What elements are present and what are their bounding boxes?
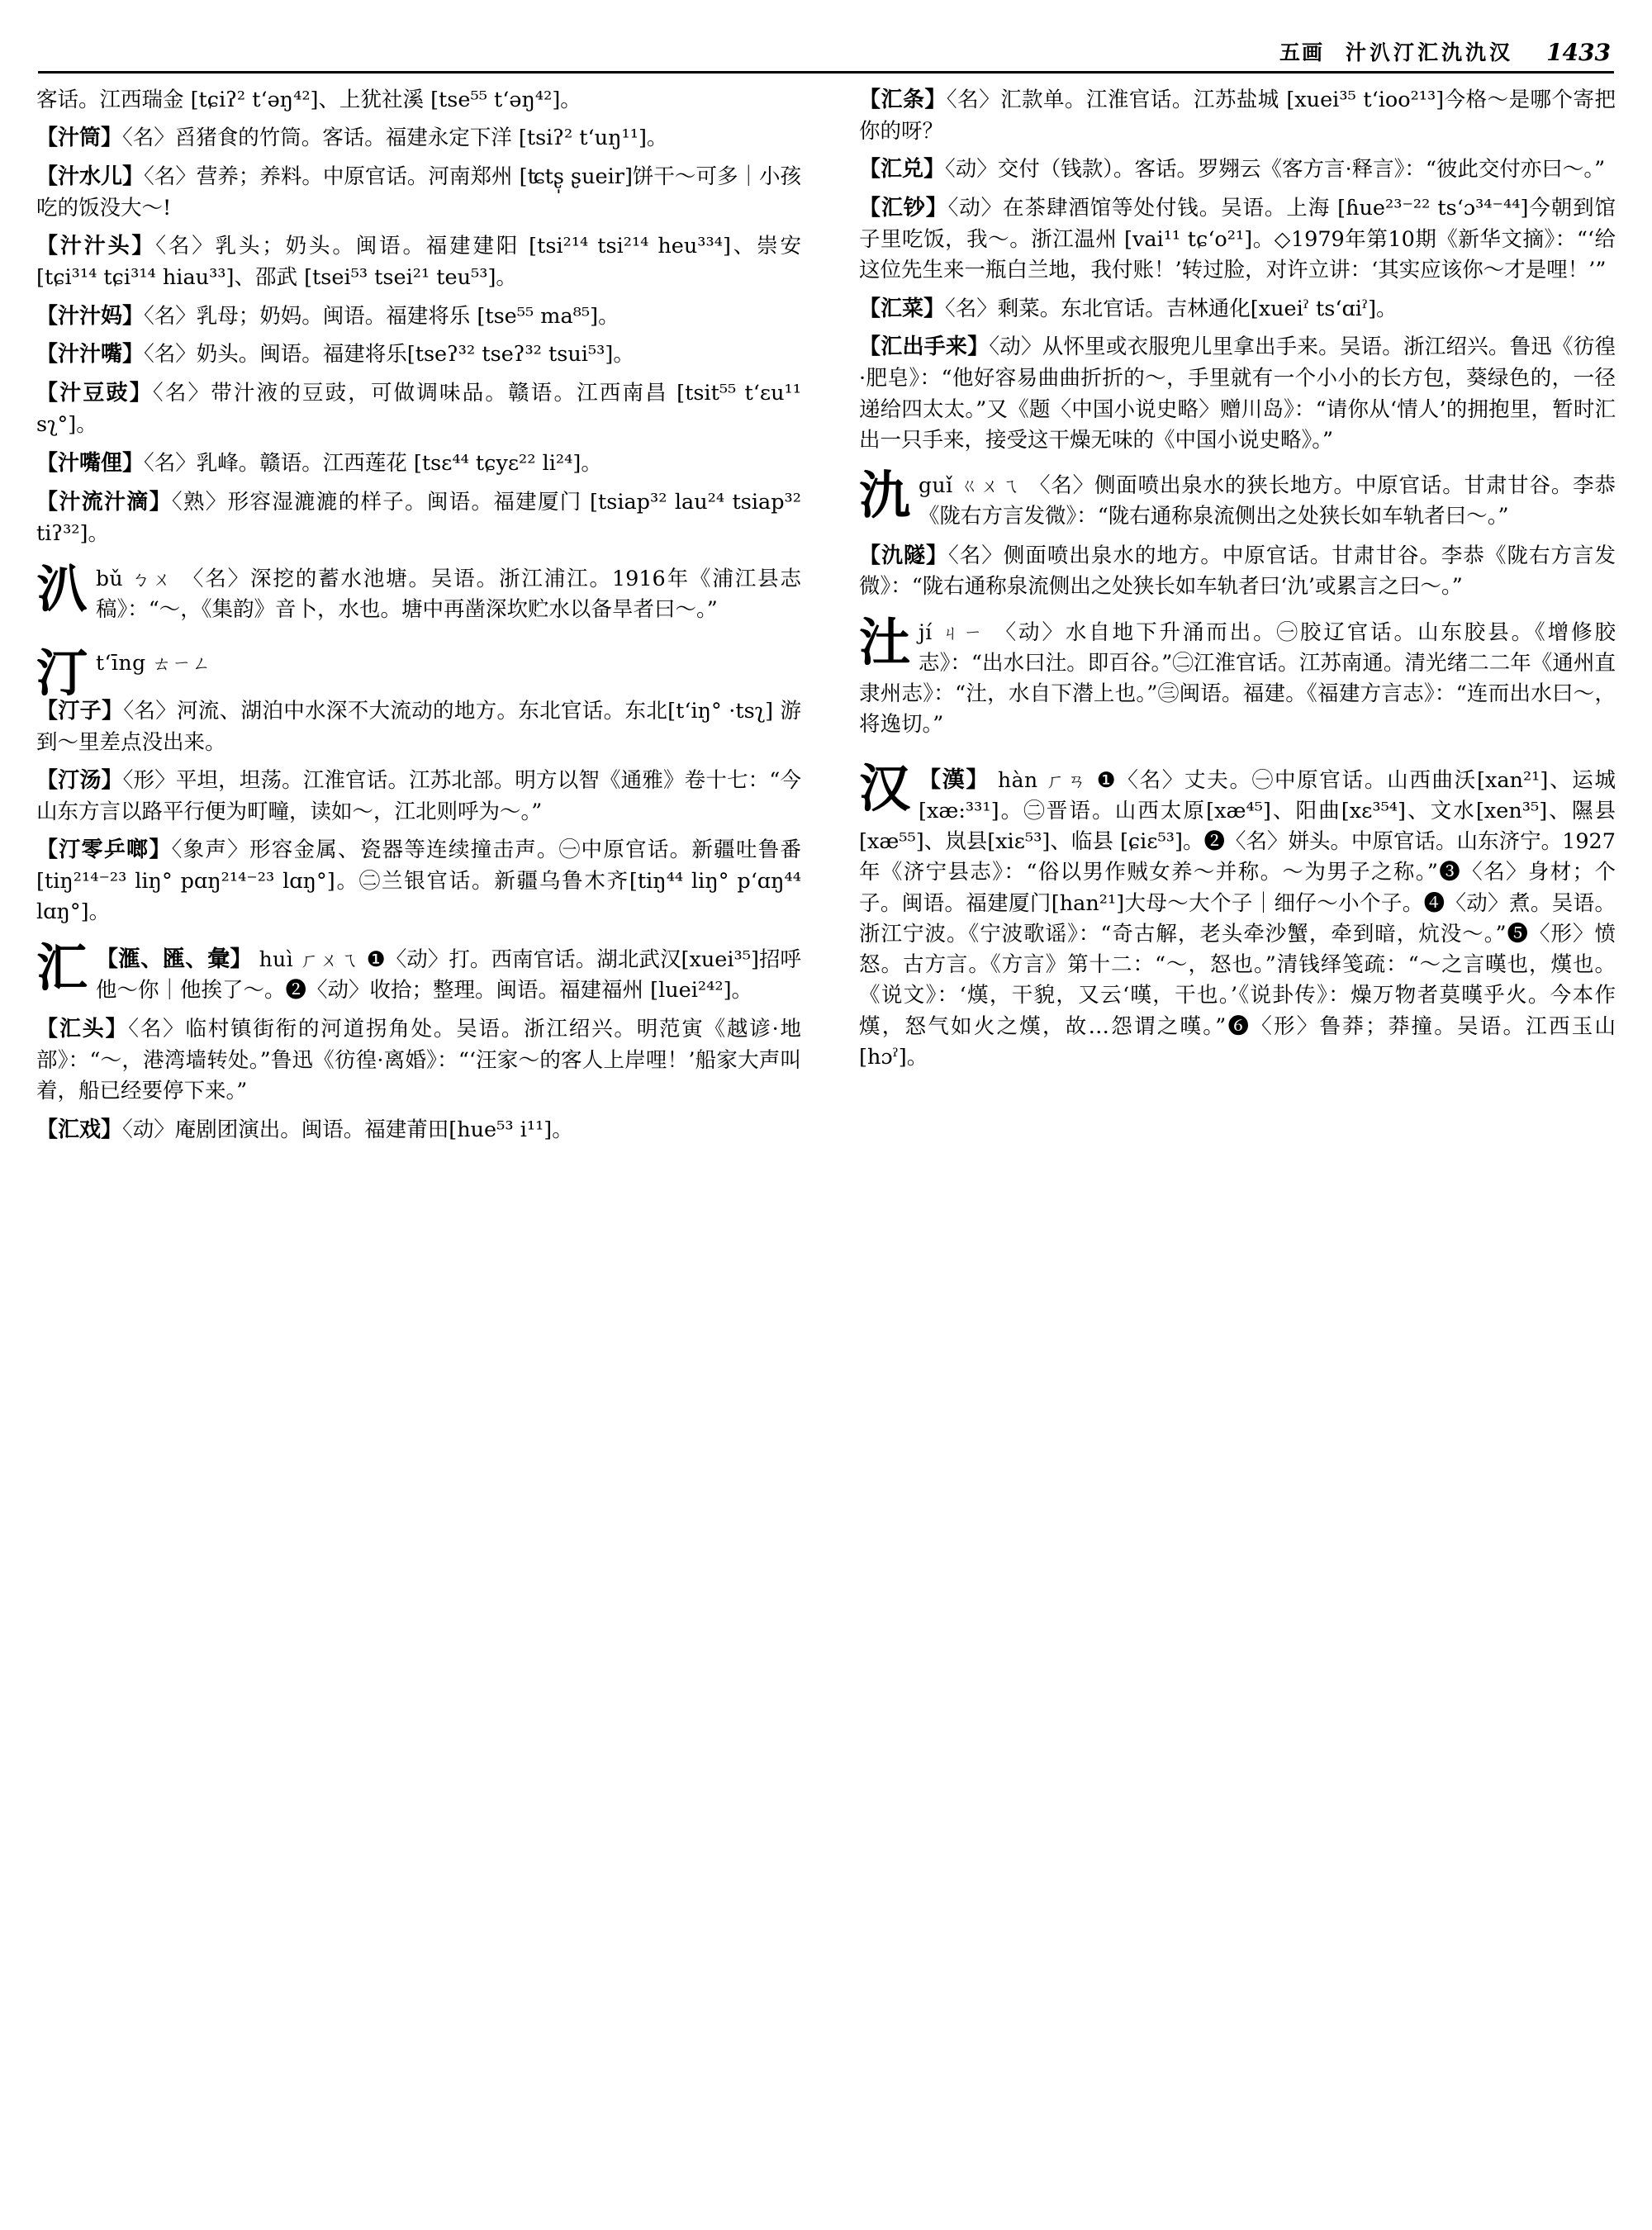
headword: 【汁筒】 bbox=[36, 126, 123, 151]
pinyin: tʻīng bbox=[96, 651, 146, 676]
headword: 【氿隧】 bbox=[859, 543, 949, 568]
entry-zhiliuzhidi bbox=[36, 487, 801, 549]
pinyin: jí bbox=[919, 619, 933, 644]
head-entry-ji bbox=[859, 611, 1616, 741]
pinyin: huì bbox=[259, 947, 294, 971]
entry-guisui bbox=[859, 541, 1616, 603]
headword: 【汀零乒啷】 bbox=[36, 837, 172, 863]
entry-zhitong bbox=[36, 123, 801, 154]
entry-text: 〈名〉河流、湖泊中水深不大流动的地方。东北官话。东北[tʻiŋ° ·tsʅ] 游到～里差点没出来。 bbox=[36, 698, 801, 755]
zhuyin: ㄏㄨㄟ bbox=[300, 950, 360, 971]
head-entry-hui bbox=[36, 937, 801, 1007]
entry-text: 〈名〉乳头；奶头。闽语。福建建阳 [tsi²¹⁴ tsi²¹⁴ heu³³⁴]、崇安 [tɕi³¹⁴ tɕi³¹⁴ hiau³³]、邵武 [tsei⁵³ tsei²¹ teu⁵³]。 bbox=[36, 234, 801, 291]
entry-text: 〈动〉庵剧团演出。闽语。福建莆田[hue⁵³ i¹¹]。 bbox=[122, 1117, 573, 1142]
entry-huicai bbox=[859, 294, 1616, 325]
right-column bbox=[826, 85, 1616, 2208]
entry-text: ❶〈动〉打。西南官话。湖北武汉[xuei³⁵]招呼他～你｜他挨了～。❷〈动〉收拾；整理。闽语。福建福州 [luei²⁴²]。 bbox=[96, 947, 801, 1004]
pinyin: guǐ bbox=[919, 473, 953, 498]
header-section: 五画 bbox=[1279, 40, 1325, 64]
head-character: 汇 bbox=[36, 937, 88, 998]
headword: 【汁流汁滴】 bbox=[36, 489, 172, 515]
entry-text: 〈名〉深挖的蓄水池塘。吴语。浙江浦江。1916年《浦江县志稿》：“～，《集韵》音卜，水也。塘中再凿深坎贮水以备旱者曰～。” bbox=[96, 566, 801, 622]
pinyin: hàn bbox=[998, 767, 1038, 792]
head-entry-han bbox=[859, 757, 1616, 1073]
left-column bbox=[36, 85, 826, 2208]
head-character: 汢 bbox=[859, 611, 911, 672]
headword: 【汁水儿】 bbox=[36, 164, 145, 190]
entry-zhidouchi bbox=[36, 378, 801, 440]
entry-text: 〈熟〉形容湿漉漉的样子。闽语。福建厦门 [tsiap³² lau²⁴ tsiap³² tiʔ³²]。 bbox=[36, 489, 801, 546]
head-entry-gui bbox=[859, 465, 1616, 532]
headword: 【汁汁妈】 bbox=[36, 303, 145, 329]
entry-text: 〈名〉汇款单。江淮官话。江苏盐城 [xuei³⁵ tʻioo²¹³]今格～是哪个寄把你的呀？ bbox=[859, 88, 1616, 144]
entry-zhizuili bbox=[36, 448, 801, 480]
headword: 【汀汤】 bbox=[36, 768, 123, 794]
entry-text: 〈名〉舀猪食的竹筒。客话。福建永定下洋 [tsiʔ² tʻuŋ¹¹]。 bbox=[122, 126, 668, 151]
headword: 【汁嘴俚】 bbox=[36, 450, 145, 476]
headword: 【汀子】 bbox=[36, 698, 124, 724]
headword: 【汇条】 bbox=[859, 88, 947, 112]
head-character: 汉 bbox=[859, 757, 911, 818]
entry-tingtang bbox=[36, 766, 801, 828]
entry-huixi bbox=[36, 1115, 801, 1146]
head-character: 氿 bbox=[859, 465, 911, 526]
entry-zhizhima bbox=[36, 301, 801, 333]
zhuyin: ㄊㄧㄥ bbox=[152, 654, 212, 676]
entry-huitou bbox=[36, 1014, 801, 1107]
entry-text: 〈名〉剩菜。东北官话。吉林通化[xueiˀ tsʻɑiˀ]。 bbox=[945, 296, 1398, 321]
entry-text: 〈形〉平坦，坦荡。江淮官话。江苏北部。明方以智《通雅》卷十七：“今山东方言以路平行便为町疃，读如～，江北则呼为～。” bbox=[36, 768, 801, 825]
headword: 【汇戏】 bbox=[36, 1117, 123, 1142]
entry-text: 〈动〉交付（钱款）。客话。罗翙云《客方言·释言》：“彼此交付亦曰～。” bbox=[945, 157, 1606, 183]
entry-text: 客话。江西瑞金 [tɕiʔ² tʻəŋ⁴²]、上犹社溪 [tse⁵⁵ tʻəŋ⁴²]。 bbox=[36, 88, 582, 112]
two-column-body bbox=[36, 85, 1616, 2208]
entry-text: 〈名〉奶头。闽语。福建将乐[tseʔ³² tseʔ³² tsui⁵³]。 bbox=[144, 342, 634, 368]
zhuyin: ㄅㄨ bbox=[131, 569, 174, 591]
entry-huichao bbox=[859, 193, 1616, 286]
pinyin: bǔ bbox=[96, 566, 124, 591]
headword: 【汇兑】 bbox=[859, 157, 946, 183]
headword: 【汇出手来】 bbox=[859, 334, 990, 360]
entry-text: 〈名〉临村镇街衔的河道拐角处。吴语。浙江绍兴。明范寅《越谚·地部》：“～，港湾墙转处。”鲁迅《彷徨·离婚》：“‘汪家～的客人上岸哩！’船家大声叫着，船已经要停下来。” bbox=[36, 1017, 801, 1104]
entry-text: ❶〈名〉丈夫。㊀中原官话。山西曲沃[xan²¹]、运城 [xæ:³³¹]。㊁晋语。山西太原[xæ⁴⁵]、阳曲[xɛ³⁵⁴]、文水[xen³⁵]、隰县 [xæ⁵⁵]、岚县[xiɛ⁵³]、临县 [ɕiɛ⁵³]。❷〈名〉姘头。中原官话。山东济宁。1927年《济宁县志》：“俗以男作贼女养～并称。～为男子之称。”❸〈名〉身材；个子。闽语。福建厦门[han²¹]大母～大个子｜细仔～小个子。❹〈动〉煮。吴语。浙江宁波。《宁波歌谣》：“奇古解，老头牵沙蟹，牵到暗，炕没～。”❺〈形〉愤怒。古方言。《方言》第十二：“～，怒也。”清钱绎笺疏：“～之言暵也，熯也。《说文》：‘熯，干貌，又云‘暵，干也。’《说卦传》：燥万物者莫暵乎火。今本作熯，怒气如火之熯，故…怨谓之暵。”❻〈形〉鲁莽；莽撞。吴语。江西玉山[hɔˀ]。 bbox=[859, 767, 1616, 1070]
entry-text: 〈名〉乳峰。赣语。江西莲花 [tsɛ⁴⁴ tɕyɛ²² li²⁴]。 bbox=[144, 450, 602, 476]
head-entry-ting bbox=[36, 643, 801, 704]
entry-text: 〈名〉营养；养料。中原官话。河南郑州 [ʨtʂ̩ ʂueir]饼干～可多｜小孩吃的饭没大～! bbox=[36, 164, 801, 221]
head-character: 汀 bbox=[36, 643, 88, 704]
entry-zhishuier bbox=[36, 162, 801, 224]
headword: 【汁豆豉】 bbox=[36, 381, 153, 406]
zhuyin: ㄏㄢ bbox=[1046, 771, 1089, 792]
headword: 【汁汁头】 bbox=[36, 234, 156, 259]
zhuyin: ㄍㄨㄟ bbox=[960, 477, 1023, 498]
entry-text: 〈动〉水自地下升涌而出。㊀胶辽官话。山东胶县。《增修胶志》：“出水曰汢。即百谷。”㊁江淮官话。江苏南通。清光绪二二年《通州直隶州志》：“汢，水自下潜上也。”㊂闽语。福建。《福建方言志》：“连而出水曰～，将逸切。” bbox=[859, 619, 1616, 738]
page-header bbox=[36, 28, 1616, 66]
entry-tingzi bbox=[36, 696, 801, 758]
entry-text: 〈象声〉形容金属、瓷器等连续撞击声。㊀中原官话。新疆吐鲁番 [tiŋ²¹⁴⁻²³ liŋ° pɑŋ²¹⁴⁻²³ lɑŋ°]。㊁兰银官话。新疆乌鲁木齐[tiŋ⁴⁴ liŋ° pʻɑŋ⁴⁴ lɑŋ°]。 bbox=[36, 837, 801, 925]
entry-text: 〈动〉从怀里或衣服兜儿里拿出手来。吴语。浙江绍兴。鲁迅《彷徨·肥皂》：“他好容易曲曲折折的～，手里就有一个小小的长方包，葵绿色的，一径递给四太太。”又《题〈中国小说史略〉赠川岛》：“请你从‘情人’的拥抱里，暂时汇出一只手来，接受这干燥无味的《中国小说史略》。” bbox=[859, 334, 1616, 453]
entry-text: 〈名〉带汁液的豆豉，可做调味品。赣语。江西南昌 [tsit⁵⁵ tʻɛu¹¹ sʅ°]。 bbox=[36, 381, 801, 438]
headword: 【汇钞】 bbox=[859, 196, 948, 221]
header-rule bbox=[38, 71, 1614, 74]
headword: 【汇头】 bbox=[36, 1017, 129, 1042]
entry-huidui bbox=[859, 154, 1616, 186]
header-characters: 汁汃汀汇氿氿汉 bbox=[1346, 40, 1514, 64]
zhuyin: ㄐㄧ bbox=[941, 623, 986, 644]
entry-text: 〈名〉侧面喷出泉水的狭长地方。中原官话。甘肃甘谷。李恭《陇右方言发微》：“陇右通称泉流侧出之处狭长如车轨者曰～。” bbox=[919, 473, 1616, 529]
entry-tinglingbinglang bbox=[36, 835, 801, 928]
headword: 【汁汁嘴】 bbox=[36, 342, 145, 368]
entry-huichushoulai bbox=[859, 332, 1616, 456]
entry-zhizhizui bbox=[36, 339, 801, 371]
page-number: 1433 bbox=[1546, 39, 1611, 66]
variant-forms: 【滙、匯、彙】 bbox=[96, 946, 253, 972]
entry-continuation bbox=[36, 85, 801, 116]
variant-forms: 【漢】 bbox=[919, 766, 990, 793]
headword: 【汇菜】 bbox=[859, 296, 946, 321]
head-entry-bu bbox=[36, 558, 801, 625]
head-character: 汃 bbox=[36, 558, 88, 619]
entry-huitiao bbox=[859, 85, 1616, 147]
entry-text: 〈动〉在茶肆酒馆等处付钱。吴语。上海 [ɦue²³⁻²² tsʻɔ³⁴⁻⁴⁴]今朝到馆子里吃饭，我～。浙江温州 [vai¹¹ tɕʻo²¹]。◇1979年第10期《新华文摘》：“‘给这位先生来一瓶白兰地，我付账！’转过脸，对许立讲：‘其实应该你～才是哩！’” bbox=[859, 196, 1616, 283]
entry-text: 〈名〉侧面喷出泉水的地方。中原官话。甘肃甘谷。李恭《陇右方言发微》：“陇右通称泉流侧出之处狭长如车轨者曰‘氿’或累言之曰～。” bbox=[859, 543, 1616, 600]
entry-zhizhitou bbox=[36, 231, 801, 293]
entry-text: 〈名〉乳母；奶妈。闽语。福建将乐 [tse⁵⁵ ma⁸⁵]。 bbox=[144, 303, 620, 329]
